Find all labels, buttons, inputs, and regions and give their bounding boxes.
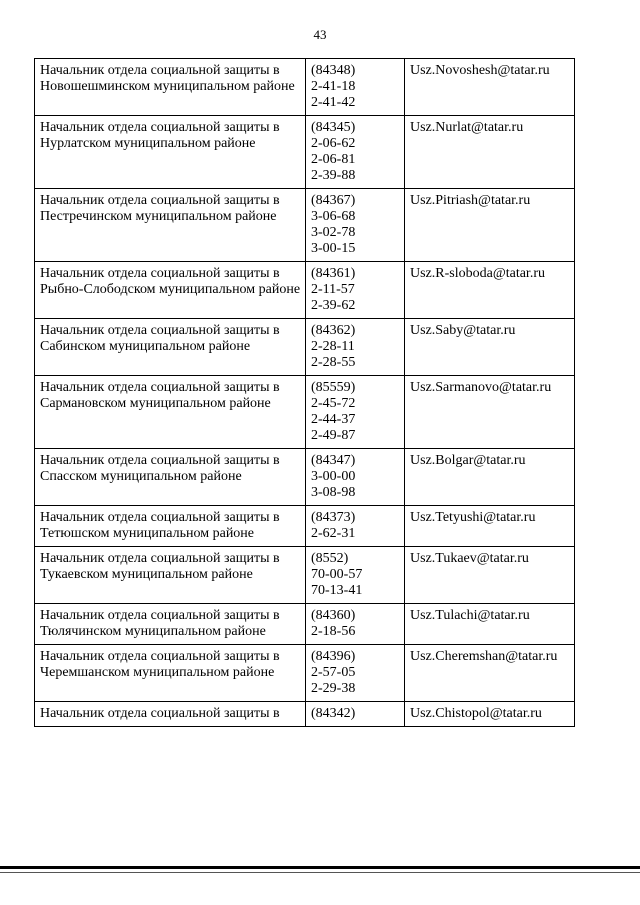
phone-cell (306, 262, 405, 319)
phone-number: 3-06-68 (311, 209, 356, 224)
email-cell (405, 376, 575, 449)
email-address: Usz.Pitriash@tatar.ru (410, 193, 531, 208)
email-cell (405, 189, 575, 262)
department-title-cell: Начальник отдела социальной защиты в Тукаевском муниципальном районе (35, 547, 306, 604)
department-title-cell: Начальник отдела социальной защиты в Рыбно-Слободском муниципальном районе (35, 262, 306, 319)
email-address: Usz.Cheremshan@tatar.ru (410, 649, 558, 664)
email-cell (405, 449, 575, 506)
phone-area-code: (84367) (311, 193, 356, 208)
table-row (35, 645, 575, 702)
phone-number: 2-39-88 (311, 168, 356, 183)
phone-number: 2-28-55 (311, 355, 356, 370)
phone-cell (306, 319, 405, 376)
email-address: Usz.Saby@tatar.ru (410, 323, 516, 338)
email-address: Usz.R-sloboda@tatar.ru (410, 266, 545, 281)
phone-number: 2-28-11 (311, 339, 355, 354)
department-title-cell: Начальник отдела социальной защиты в Новошешминском муниципальном районе (35, 59, 306, 116)
phone-number: 2-11-57 (311, 282, 355, 297)
email-cell (405, 645, 575, 702)
table-row (35, 449, 575, 506)
phone-cell (306, 506, 405, 547)
phone-number: 2-41-42 (311, 95, 356, 110)
page-number: 43 (313, 27, 327, 42)
email-cell (405, 702, 575, 727)
scan-edge-line (0, 866, 640, 869)
phone-number: 2-57-05 (311, 665, 356, 680)
table-row (35, 189, 575, 262)
phone-number: 2-62-31 (311, 526, 356, 541)
phone-cell (306, 189, 405, 262)
department-title-cell: Начальник отдела социальной защиты в Сармановском муниципальном районе (35, 376, 306, 449)
phone-number: 3-00-00 (311, 469, 356, 484)
email-cell (405, 262, 575, 319)
contacts-table (34, 58, 575, 727)
phone-cell (306, 645, 405, 702)
email-cell (405, 547, 575, 604)
phone-number: 2-06-62 (311, 136, 356, 151)
department-title-cell: Начальник отдела социальной защиты в Черемшанском муниципальном районе (35, 645, 306, 702)
phone-area-code: (84342) (311, 706, 356, 721)
table-row (35, 376, 575, 449)
phone-number: 2-18-56 (311, 624, 356, 639)
department-title-cell: Начальник отдела социальной защиты в Тюлячинском муниципальном районе (35, 604, 306, 645)
email-address: Usz.Nurlat@tatar.ru (410, 120, 524, 135)
department-title-cell: Начальник отдела социальной защиты в Пестречинском муниципальном районе (35, 189, 306, 262)
email-cell (405, 319, 575, 376)
phone-number: 70-00-57 (311, 567, 363, 582)
phone-number: 2-06-81 (311, 152, 356, 167)
email-cell (405, 604, 575, 645)
phone-cell (306, 702, 405, 727)
scan-edge-line-secondary (0, 872, 640, 873)
table-row (35, 547, 575, 604)
table-row (35, 59, 575, 116)
phone-number: 2-44-37 (311, 412, 356, 427)
table-row (35, 262, 575, 319)
contacts-table-body (35, 59, 575, 727)
table-row (35, 702, 575, 727)
department-title-cell: Начальник отдела социальной защиты в Сабинском муниципальном районе (35, 319, 306, 376)
phone-number: 70-13-41 (311, 583, 363, 598)
phone-number: 2-45-72 (311, 396, 356, 411)
email-address: Usz.Chistopol@tatar.ru (410, 706, 542, 721)
phone-number: 2-29-38 (311, 681, 356, 696)
phone-number: 2-39-62 (311, 298, 356, 313)
phone-cell (306, 116, 405, 189)
phone-number: 2-49-87 (311, 428, 356, 443)
phone-area-code: (84347) (311, 453, 356, 468)
phone-area-code: (84361) (311, 266, 356, 281)
email-address: Usz.Tetyushi@tatar.ru (410, 510, 536, 525)
phone-area-code: (84396) (311, 649, 356, 664)
phone-area-code: (84362) (311, 323, 356, 338)
table-row (35, 506, 575, 547)
email-address: Usz.Novoshesh@tatar.ru (410, 63, 550, 78)
department-title-cell: Начальник отдела социальной защиты в (35, 702, 306, 727)
phone-cell (306, 449, 405, 506)
table-row (35, 604, 575, 645)
phone-area-code: (8552) (311, 551, 349, 566)
phone-cell (306, 59, 405, 116)
phone-number: 3-02-78 (311, 225, 356, 240)
email-address: Usz.Bolgar@tatar.ru (410, 453, 526, 468)
phone-area-code: (84348) (311, 63, 356, 78)
email-address: Usz.Tulachi@tatar.ru (410, 608, 530, 623)
table-row (35, 116, 575, 189)
phone-cell (306, 604, 405, 645)
email-cell (405, 116, 575, 189)
email-cell (405, 59, 575, 116)
phone-area-code: (84360) (311, 608, 356, 623)
phone-number: 2-41-18 (311, 79, 356, 94)
table-row (35, 319, 575, 376)
email-address: Usz.Sarmanovo@tatar.ru (410, 380, 552, 395)
phone-number: 3-08-98 (311, 485, 356, 500)
department-title-cell: Начальник отдела социальной защиты в Тетюшском муниципальном районе (35, 506, 306, 547)
phone-cell (306, 376, 405, 449)
department-title-cell: Начальник отдела социальной защиты в Нурлатском муниципальном районе (35, 116, 306, 189)
phone-area-code: (84373) (311, 510, 356, 525)
email-cell (405, 506, 575, 547)
email-address: Usz.Tukaev@tatar.ru (410, 551, 529, 566)
phone-area-code: (84345) (311, 120, 356, 135)
phone-area-code: (85559) (311, 380, 356, 395)
phone-number: 3-00-15 (311, 241, 356, 256)
phone-cell (306, 547, 405, 604)
department-title-cell: Начальник отдела социальной защиты в Спасском муниципальном районе (35, 449, 306, 506)
